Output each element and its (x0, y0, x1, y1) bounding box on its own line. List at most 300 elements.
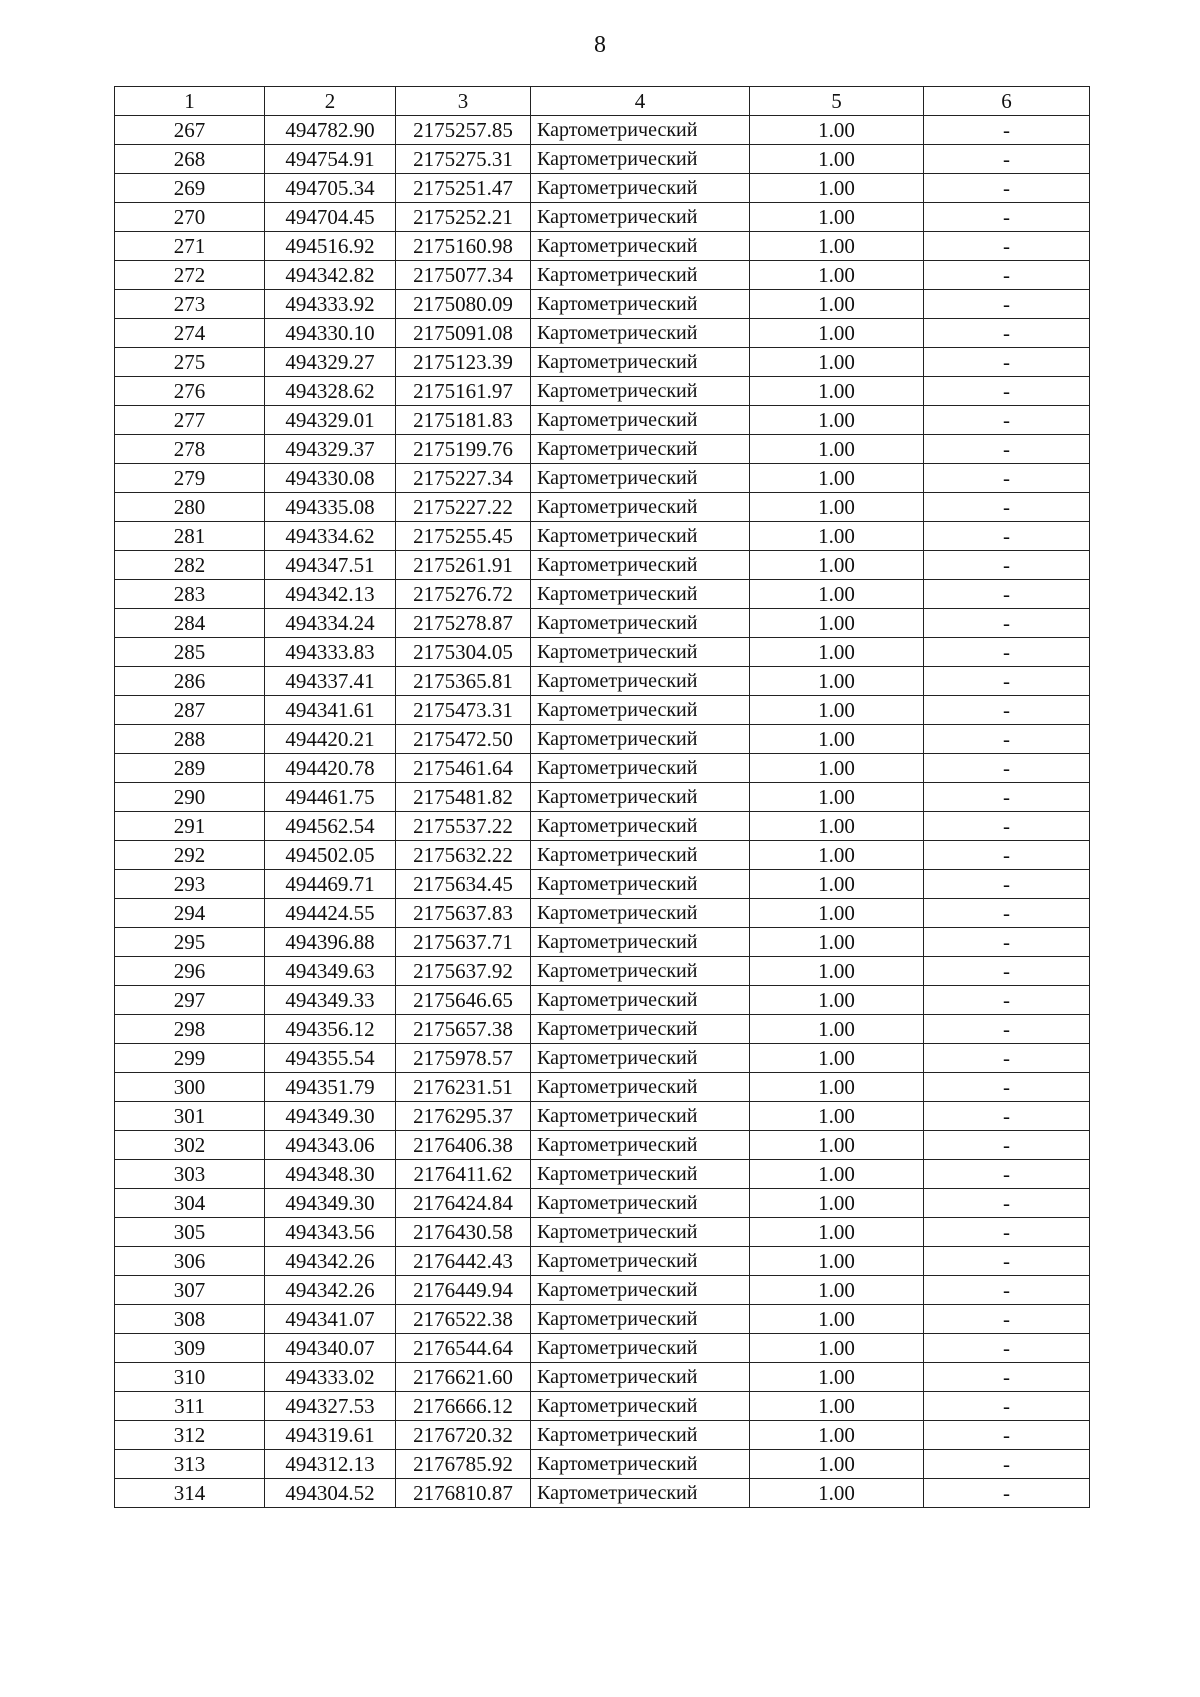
x-coordinate-cell: 494343.56 (265, 1218, 396, 1247)
method-cell: Картометрический (531, 406, 750, 435)
y-coordinate-cell: 2175227.22 (396, 493, 531, 522)
method-cell: Картометрический (531, 1102, 750, 1131)
point-number-cell: 271 (115, 232, 265, 261)
accuracy-cell: 1.00 (750, 580, 924, 609)
x-coordinate-cell: 494342.82 (265, 261, 396, 290)
method-cell: Картометрический (531, 1479, 750, 1508)
x-coordinate-cell: 494349.33 (265, 986, 396, 1015)
table-row (115, 377, 1090, 406)
x-coordinate-cell: 494330.08 (265, 464, 396, 493)
y-coordinate-cell: 2176231.51 (396, 1073, 531, 1102)
description-cell: - (924, 1218, 1090, 1247)
method-cell: Картометрический (531, 1363, 750, 1392)
description-cell: - (924, 1276, 1090, 1305)
method-cell: Картометрический (531, 1015, 750, 1044)
description-cell: - (924, 754, 1090, 783)
y-coordinate-cell: 2176785.92 (396, 1450, 531, 1479)
accuracy-cell: 1.00 (750, 1392, 924, 1421)
description-cell: - (924, 580, 1090, 609)
description-cell: - (924, 464, 1090, 493)
x-coordinate-cell: 494329.01 (265, 406, 396, 435)
x-coordinate-cell: 494342.26 (265, 1247, 396, 1276)
x-coordinate-cell: 494312.13 (265, 1450, 396, 1479)
accuracy-cell: 1.00 (750, 1479, 924, 1508)
y-coordinate-cell: 2175473.31 (396, 696, 531, 725)
y-coordinate-cell: 2175657.38 (396, 1015, 531, 1044)
table-row (115, 319, 1090, 348)
x-coordinate-cell: 494348.30 (265, 1160, 396, 1189)
method-cell: Картометрический (531, 522, 750, 551)
table-row (115, 232, 1090, 261)
x-coordinate-cell: 494341.61 (265, 696, 396, 725)
point-number-cell: 299 (115, 1044, 265, 1073)
x-coordinate-cell: 494341.07 (265, 1305, 396, 1334)
point-number-cell: 308 (115, 1305, 265, 1334)
description-cell: - (924, 1044, 1090, 1073)
table-row (115, 464, 1090, 493)
description-cell: - (924, 1073, 1090, 1102)
point-number-cell: 272 (115, 261, 265, 290)
y-coordinate-cell: 2175481.82 (396, 783, 531, 812)
table-row (115, 725, 1090, 754)
accuracy-cell: 1.00 (750, 1450, 924, 1479)
x-coordinate-cell: 494328.62 (265, 377, 396, 406)
accuracy-cell: 1.00 (750, 609, 924, 638)
method-cell: Картометрический (531, 754, 750, 783)
accuracy-cell: 1.00 (750, 667, 924, 696)
x-coordinate-cell: 494754.91 (265, 145, 396, 174)
description-cell: - (924, 609, 1090, 638)
description-cell: - (924, 232, 1090, 261)
point-number-cell: 290 (115, 783, 265, 812)
accuracy-cell: 1.00 (750, 1044, 924, 1073)
table-row (115, 1044, 1090, 1073)
y-coordinate-cell: 2176442.43 (396, 1247, 531, 1276)
point-number-cell: 270 (115, 203, 265, 232)
x-coordinate-cell: 494342.13 (265, 580, 396, 609)
description-cell: - (924, 522, 1090, 551)
y-coordinate-cell: 2176430.58 (396, 1218, 531, 1247)
accuracy-cell: 1.00 (750, 725, 924, 754)
table-row (115, 667, 1090, 696)
y-coordinate-cell: 2175251.47 (396, 174, 531, 203)
x-coordinate-cell: 494343.06 (265, 1131, 396, 1160)
description-cell: - (924, 812, 1090, 841)
method-cell: Картометрический (531, 609, 750, 638)
x-coordinate-cell: 494420.78 (265, 754, 396, 783)
accuracy-cell: 1.00 (750, 1189, 924, 1218)
y-coordinate-cell: 2175255.45 (396, 522, 531, 551)
y-coordinate-cell: 2175160.98 (396, 232, 531, 261)
accuracy-cell: 1.00 (750, 1363, 924, 1392)
table-row (115, 290, 1090, 319)
y-coordinate-cell: 2176522.38 (396, 1305, 531, 1334)
description-cell: - (924, 261, 1090, 290)
table-row (115, 580, 1090, 609)
y-coordinate-cell: 2175227.34 (396, 464, 531, 493)
table-row (115, 783, 1090, 812)
column-header: 3 (396, 87, 531, 116)
table-row (115, 348, 1090, 377)
point-number-cell: 278 (115, 435, 265, 464)
description-cell: - (924, 290, 1090, 319)
method-cell: Картометрический (531, 899, 750, 928)
x-coordinate-cell: 494335.08 (265, 493, 396, 522)
accuracy-cell: 1.00 (750, 1015, 924, 1044)
y-coordinate-cell: 2175365.81 (396, 667, 531, 696)
table-row (115, 174, 1090, 203)
point-number-cell: 287 (115, 696, 265, 725)
description-cell: - (924, 1479, 1090, 1508)
y-coordinate-cell: 2175161.97 (396, 377, 531, 406)
description-cell: - (924, 1247, 1090, 1276)
x-coordinate-cell: 494319.61 (265, 1421, 396, 1450)
description-cell: - (924, 1015, 1090, 1044)
point-number-cell: 275 (115, 348, 265, 377)
x-coordinate-cell: 494469.71 (265, 870, 396, 899)
y-coordinate-cell: 2175646.65 (396, 986, 531, 1015)
point-number-cell: 305 (115, 1218, 265, 1247)
y-coordinate-cell: 2175304.05 (396, 638, 531, 667)
point-number-cell: 282 (115, 551, 265, 580)
method-cell: Картометрический (531, 290, 750, 319)
x-coordinate-cell: 494333.02 (265, 1363, 396, 1392)
y-coordinate-cell: 2176720.32 (396, 1421, 531, 1450)
table-row (115, 1276, 1090, 1305)
y-coordinate-cell: 2175123.39 (396, 348, 531, 377)
page-number: 8 (594, 32, 606, 58)
accuracy-cell: 1.00 (750, 522, 924, 551)
x-coordinate-cell: 494304.52 (265, 1479, 396, 1508)
coordinates-table-container (114, 86, 1090, 1508)
method-cell: Картометрический (531, 1421, 750, 1450)
point-number-cell: 295 (115, 928, 265, 957)
table-row (115, 1450, 1090, 1479)
description-cell: - (924, 899, 1090, 928)
method-cell: Картометрический (531, 145, 750, 174)
point-number-cell: 304 (115, 1189, 265, 1218)
description-cell: - (924, 1131, 1090, 1160)
description-cell: - (924, 841, 1090, 870)
table-row (115, 1073, 1090, 1102)
description-cell: - (924, 696, 1090, 725)
y-coordinate-cell: 2176449.94 (396, 1276, 531, 1305)
description-cell: - (924, 1450, 1090, 1479)
x-coordinate-cell: 494356.12 (265, 1015, 396, 1044)
description-cell: - (924, 957, 1090, 986)
method-cell: Картометрический (531, 783, 750, 812)
accuracy-cell: 1.00 (750, 841, 924, 870)
table-row (115, 1247, 1090, 1276)
point-number-cell: 314 (115, 1479, 265, 1508)
x-coordinate-cell: 494349.30 (265, 1102, 396, 1131)
x-coordinate-cell: 494351.79 (265, 1073, 396, 1102)
x-coordinate-cell: 494461.75 (265, 783, 396, 812)
method-cell: Картометрический (531, 203, 750, 232)
description-cell: - (924, 1392, 1090, 1421)
description-cell: - (924, 406, 1090, 435)
table-row (115, 1218, 1090, 1247)
accuracy-cell: 1.00 (750, 1102, 924, 1131)
x-coordinate-cell: 494333.83 (265, 638, 396, 667)
method-cell: Картометрический (531, 174, 750, 203)
point-number-cell: 274 (115, 319, 265, 348)
y-coordinate-cell: 2176810.87 (396, 1479, 531, 1508)
method-cell: Картометрический (531, 1276, 750, 1305)
method-cell: Картометрический (531, 551, 750, 580)
x-coordinate-cell: 494330.10 (265, 319, 396, 348)
point-number-cell: 267 (115, 116, 265, 145)
x-coordinate-cell: 494342.26 (265, 1276, 396, 1305)
x-coordinate-cell: 494396.88 (265, 928, 396, 957)
point-number-cell: 306 (115, 1247, 265, 1276)
y-coordinate-cell: 2176621.60 (396, 1363, 531, 1392)
description-cell: - (924, 551, 1090, 580)
point-number-cell: 288 (115, 725, 265, 754)
y-coordinate-cell: 2175181.83 (396, 406, 531, 435)
y-coordinate-cell: 2176666.12 (396, 1392, 531, 1421)
accuracy-cell: 1.00 (750, 290, 924, 319)
column-header: 5 (750, 87, 924, 116)
table-row (115, 1305, 1090, 1334)
method-cell: Картометрический (531, 580, 750, 609)
method-cell: Картометрический (531, 812, 750, 841)
point-number-cell: 291 (115, 812, 265, 841)
point-number-cell: 283 (115, 580, 265, 609)
description-cell: - (924, 870, 1090, 899)
accuracy-cell: 1.00 (750, 1334, 924, 1363)
description-cell: - (924, 203, 1090, 232)
accuracy-cell: 1.00 (750, 377, 924, 406)
y-coordinate-cell: 2175278.87 (396, 609, 531, 638)
coordinates-table (114, 86, 1090, 1508)
y-coordinate-cell: 2175461.64 (396, 754, 531, 783)
description-cell: - (924, 667, 1090, 696)
table-row (115, 1421, 1090, 1450)
table-row (115, 899, 1090, 928)
point-number-cell: 268 (115, 145, 265, 174)
y-coordinate-cell: 2175080.09 (396, 290, 531, 319)
x-coordinate-cell: 494329.37 (265, 435, 396, 464)
table-row (115, 493, 1090, 522)
accuracy-cell: 1.00 (750, 145, 924, 174)
description-cell: - (924, 1160, 1090, 1189)
table-row (115, 1479, 1090, 1508)
y-coordinate-cell: 2175637.83 (396, 899, 531, 928)
point-number-cell: 300 (115, 1073, 265, 1102)
point-number-cell: 292 (115, 841, 265, 870)
accuracy-cell: 1.00 (750, 1421, 924, 1450)
table-row (115, 1160, 1090, 1189)
column-header: 4 (531, 87, 750, 116)
description-cell: - (924, 725, 1090, 754)
accuracy-cell: 1.00 (750, 551, 924, 580)
y-coordinate-cell: 2175275.31 (396, 145, 531, 174)
method-cell: Картометрический (531, 1334, 750, 1363)
point-number-cell: 298 (115, 1015, 265, 1044)
accuracy-cell: 1.00 (750, 406, 924, 435)
accuracy-cell: 1.00 (750, 1218, 924, 1247)
table-row (115, 812, 1090, 841)
description-cell: - (924, 348, 1090, 377)
table-row (115, 841, 1090, 870)
method-cell: Картометрический (531, 1044, 750, 1073)
method-cell: Картометрический (531, 435, 750, 464)
point-number-cell: 277 (115, 406, 265, 435)
column-header: 2 (265, 87, 396, 116)
accuracy-cell: 1.00 (750, 1305, 924, 1334)
method-cell: Картометрический (531, 870, 750, 899)
table-header-row (115, 87, 1090, 116)
y-coordinate-cell: 2176406.38 (396, 1131, 531, 1160)
accuracy-cell: 1.00 (750, 986, 924, 1015)
y-coordinate-cell: 2175199.76 (396, 435, 531, 464)
y-coordinate-cell: 2175472.50 (396, 725, 531, 754)
method-cell: Картометрический (531, 377, 750, 406)
table-row (115, 1392, 1090, 1421)
description-cell: - (924, 986, 1090, 1015)
method-cell: Картометрический (531, 1305, 750, 1334)
point-number-cell: 289 (115, 754, 265, 783)
point-number-cell: 311 (115, 1392, 265, 1421)
method-cell: Картометрический (531, 1218, 750, 1247)
accuracy-cell: 1.00 (750, 464, 924, 493)
point-number-cell: 313 (115, 1450, 265, 1479)
method-cell: Картометрический (531, 348, 750, 377)
table-row (115, 261, 1090, 290)
y-coordinate-cell: 2176424.84 (396, 1189, 531, 1218)
accuracy-cell: 1.00 (750, 1131, 924, 1160)
point-number-cell: 312 (115, 1421, 265, 1450)
accuracy-cell: 1.00 (750, 754, 924, 783)
y-coordinate-cell: 2175091.08 (396, 319, 531, 348)
x-coordinate-cell: 494334.62 (265, 522, 396, 551)
point-number-cell: 309 (115, 1334, 265, 1363)
table-row (115, 1334, 1090, 1363)
column-header: 6 (924, 87, 1090, 116)
y-coordinate-cell: 2175276.72 (396, 580, 531, 609)
point-number-cell: 297 (115, 986, 265, 1015)
method-cell: Картометрический (531, 464, 750, 493)
x-coordinate-cell: 494349.63 (265, 957, 396, 986)
point-number-cell: 296 (115, 957, 265, 986)
method-cell: Картометрический (531, 1392, 750, 1421)
accuracy-cell: 1.00 (750, 783, 924, 812)
point-number-cell: 301 (115, 1102, 265, 1131)
point-number-cell: 279 (115, 464, 265, 493)
description-cell: - (924, 928, 1090, 957)
table-row (115, 1102, 1090, 1131)
point-number-cell: 293 (115, 870, 265, 899)
table-row (115, 957, 1090, 986)
column-header: 1 (115, 87, 265, 116)
method-cell: Картометрический (531, 986, 750, 1015)
point-number-cell: 302 (115, 1131, 265, 1160)
y-coordinate-cell: 2175632.22 (396, 841, 531, 870)
y-coordinate-cell: 2175978.57 (396, 1044, 531, 1073)
table-row (115, 870, 1090, 899)
y-coordinate-cell: 2175537.22 (396, 812, 531, 841)
y-coordinate-cell: 2175252.21 (396, 203, 531, 232)
point-number-cell: 303 (115, 1160, 265, 1189)
accuracy-cell: 1.00 (750, 957, 924, 986)
y-coordinate-cell: 2176411.62 (396, 1160, 531, 1189)
method-cell: Картометрический (531, 1189, 750, 1218)
y-coordinate-cell: 2175257.85 (396, 116, 531, 145)
table-row (115, 986, 1090, 1015)
method-cell: Картометрический (531, 1073, 750, 1102)
method-cell: Картометрический (531, 957, 750, 986)
y-coordinate-cell: 2176544.64 (396, 1334, 531, 1363)
y-coordinate-cell: 2175077.34 (396, 261, 531, 290)
accuracy-cell: 1.00 (750, 493, 924, 522)
method-cell: Картометрический (531, 319, 750, 348)
method-cell: Картометрический (531, 1247, 750, 1276)
description-cell: - (924, 1102, 1090, 1131)
accuracy-cell: 1.00 (750, 319, 924, 348)
x-coordinate-cell: 494705.34 (265, 174, 396, 203)
accuracy-cell: 1.00 (750, 1247, 924, 1276)
point-number-cell: 286 (115, 667, 265, 696)
x-coordinate-cell: 494782.90 (265, 116, 396, 145)
y-coordinate-cell: 2175634.45 (396, 870, 531, 899)
x-coordinate-cell: 494704.45 (265, 203, 396, 232)
accuracy-cell: 1.00 (750, 435, 924, 464)
accuracy-cell: 1.00 (750, 928, 924, 957)
description-cell: - (924, 1421, 1090, 1450)
point-number-cell: 307 (115, 1276, 265, 1305)
description-cell: - (924, 116, 1090, 145)
x-coordinate-cell: 494355.54 (265, 1044, 396, 1073)
method-cell: Картометрический (531, 638, 750, 667)
table-row (115, 754, 1090, 783)
description-cell: - (924, 1363, 1090, 1392)
table-row (115, 638, 1090, 667)
table-row (115, 406, 1090, 435)
point-number-cell: 310 (115, 1363, 265, 1392)
description-cell: - (924, 319, 1090, 348)
x-coordinate-cell: 494340.07 (265, 1334, 396, 1363)
x-coordinate-cell: 494333.92 (265, 290, 396, 319)
x-coordinate-cell: 494329.27 (265, 348, 396, 377)
table-row (115, 435, 1090, 464)
table-row (115, 609, 1090, 638)
x-coordinate-cell: 494347.51 (265, 551, 396, 580)
accuracy-cell: 1.00 (750, 638, 924, 667)
accuracy-cell: 1.00 (750, 348, 924, 377)
y-coordinate-cell: 2175637.71 (396, 928, 531, 957)
table-row (115, 928, 1090, 957)
x-coordinate-cell: 494349.30 (265, 1189, 396, 1218)
accuracy-cell: 1.00 (750, 203, 924, 232)
accuracy-cell: 1.00 (750, 1073, 924, 1102)
x-coordinate-cell: 494424.55 (265, 899, 396, 928)
point-number-cell: 284 (115, 609, 265, 638)
description-cell: - (924, 435, 1090, 464)
table-row (115, 1363, 1090, 1392)
y-coordinate-cell: 2175637.92 (396, 957, 531, 986)
point-number-cell: 281 (115, 522, 265, 551)
description-cell: - (924, 174, 1090, 203)
y-coordinate-cell: 2176295.37 (396, 1102, 531, 1131)
accuracy-cell: 1.00 (750, 870, 924, 899)
method-cell: Картометрический (531, 841, 750, 870)
description-cell: - (924, 493, 1090, 522)
method-cell: Картометрический (531, 1131, 750, 1160)
x-coordinate-cell: 494420.21 (265, 725, 396, 754)
point-number-cell: 280 (115, 493, 265, 522)
accuracy-cell: 1.00 (750, 1276, 924, 1305)
